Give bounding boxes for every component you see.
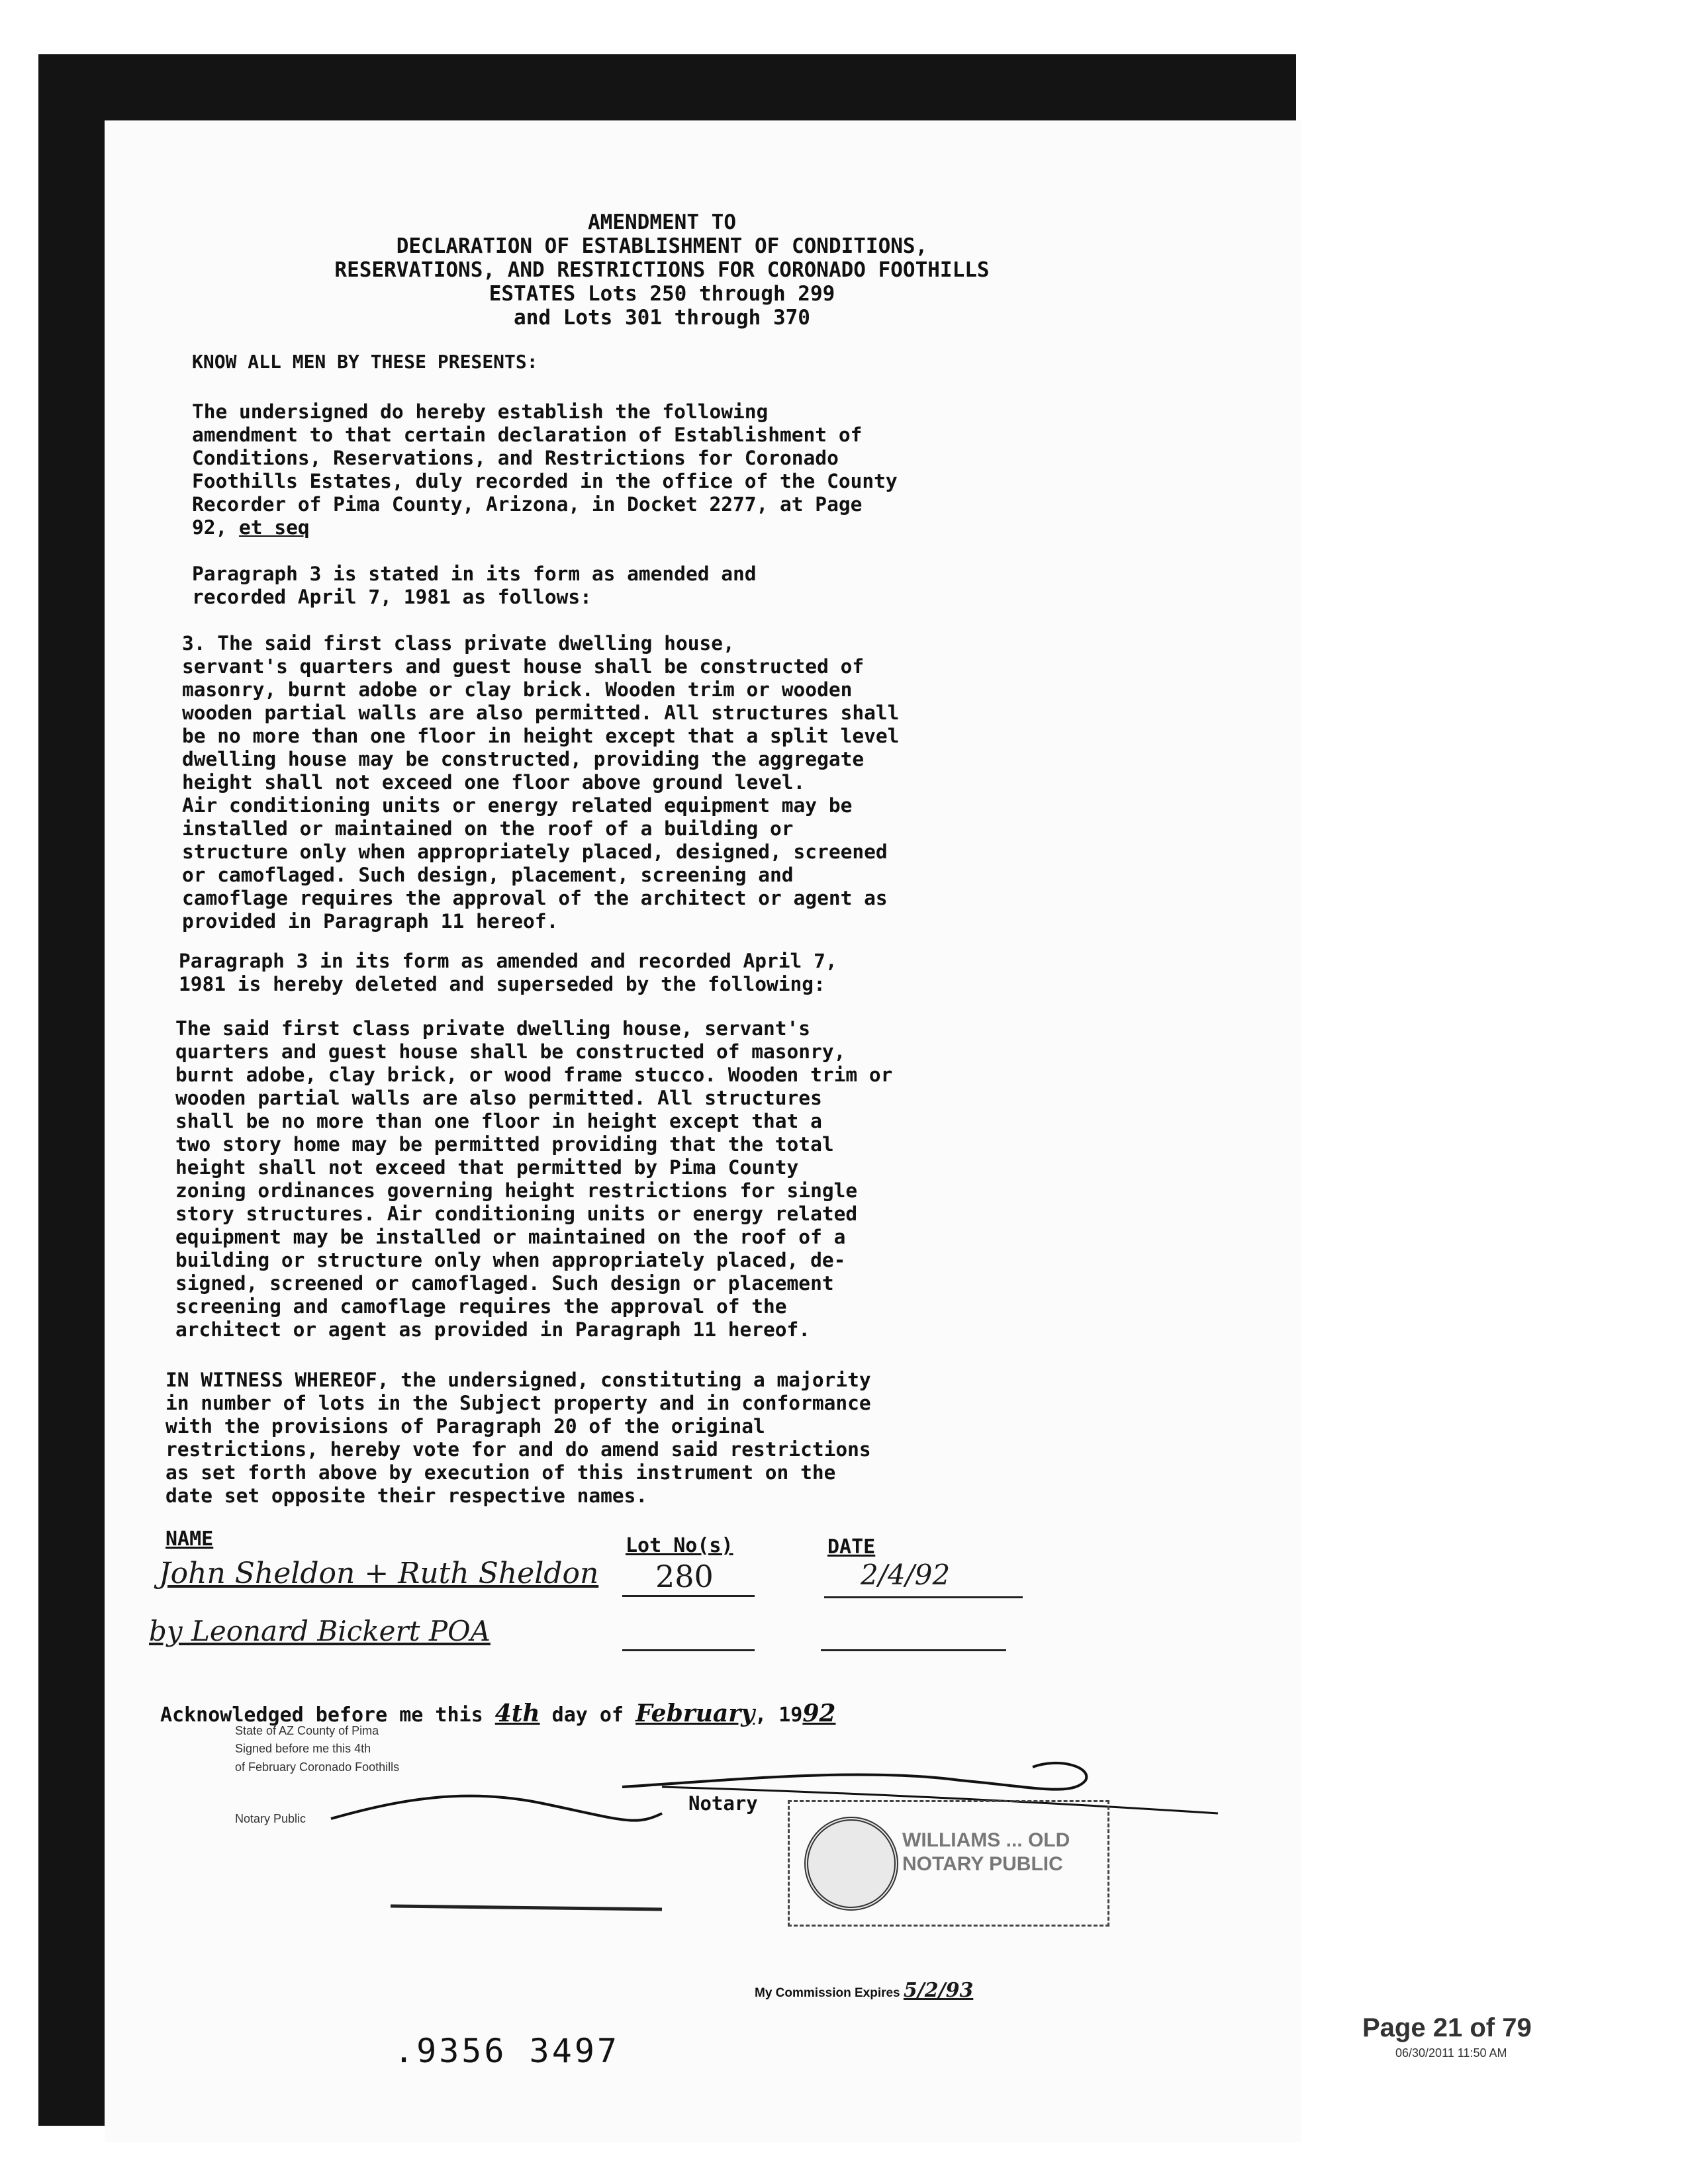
paragraph-deleted: Paragraph 3 in its form as amended and recorded April 7, 1981 is hereby deleted and superseded by the following:: [179, 950, 837, 995]
document-title: AMENDMENT TO DECLARATION OF ESTABLISHMENT OF CONDITIONS, RESERVATIONS, AND RESTRICTIONS FOR CORONADO FOOTHILLS ESTATES Lots 250 through 299 and Lots 301 through 370: [334, 210, 990, 330]
stamp-signed-before: Signed before me this 4th: [235, 1742, 371, 1755]
ack-text: Acknowledged before me this: [160, 1704, 483, 1727]
date-1: 2/4/92: [861, 1559, 951, 1591]
witness-paragraph: IN WITNESS WHEREOF, the undersigned, constituting a majority in number of lots in the Subject property and in conformance with the provisions of Paragraph 20 of the original restrictions, hereby vote for and do amend said restrictions as set forth above by execution of this instrument on the date set opposite their respective names.: [165, 1369, 871, 1507]
ack-month: February: [635, 1700, 755, 1727]
seal-text: WILLIAMS ... OLD NOTARY PUBLIC: [902, 1829, 1070, 1875]
docket-numbers: .9356 3497: [394, 2032, 620, 2070]
salutation: KNOW ALL MEN BY THESE PRESENTS:: [192, 351, 538, 373]
commission-date: 5/2/93: [903, 1979, 974, 2002]
signature-name-1: John Sheldon + Ruth Sheldon: [159, 1557, 599, 1590]
paragraph-stated: Paragraph 3 is stated in its form as amended and recorded April 7, 1981 as follows:: [192, 563, 757, 608]
print-timestamp: 06/30/2011 11:50 AM: [1395, 2046, 1507, 2060]
column-header-name: NAME: [165, 1527, 214, 1551]
page-counter: Page 21 of 79: [1362, 2013, 1532, 2042]
lot-number-1: 280: [655, 1559, 714, 1594]
paragraph-3-original: 3. The said first class private dwelling house, servant's quarters and guest house shall be constructed of masonry, burnt adobe or clay brick. Wooden trim or wooden wooden partial walls are also permitted. All structures shall be no more than one floor in height except that a split level dwelling house may be constructed, providing the aggregate height shall not exceed one floor above ground level. Air conditioning units or energy related equipment may be installed or maintained on the roof of a building or structure only when appropriately placed, designed, screened or camoflaged. Such design, placement, screening and camoflage requires the approval of the architect or agent as provided in Paragraph 11 hereof.: [182, 632, 900, 933]
paragraph-3-new: The said first class private dwelling house, servant's quarters and guest house shall be constructed of masonry, burnt adobe, clay brick, or wood frame stucco. Wooden trim or wooden partial walls are also permitted. All structures shall be no more than one floor in height except that a two story home may be permitted providing that the total height shall not exceed that permitted by Pima County zoning ordinances governing height restrictions for single story structures. Air conditioning units or energy related equipment may be installed or maintained on the roof of a building or structure only when appropriately placed, de- signed, screened or camoflaged. Such design or placement screening and camoflage requires the approval of the architect or agent as provided in Paragraph 11 hereof.: [175, 1017, 893, 1341]
column-header-lot: Lot No(s): [626, 1534, 733, 1557]
seal-emblem-icon: [804, 1817, 898, 1911]
ack-year: 92: [802, 1700, 836, 1727]
commission-label: My Commission Expires: [755, 1986, 900, 2000]
signature-name-2: by Leonard Bickert POA: [149, 1615, 491, 1647]
commission-expires: [755, 1979, 973, 2002]
intro-text: The undersigned do hereby establish the following amendment to that certain declaration of Establishment of Conditions, Reservations, and Restrictions for Coronado Foothills Estates, duly recorded in the office of the County Recorder of Pima County, Arizona, in Docket 2277, at Page 92,: [192, 400, 898, 539]
stamp-state-county: State of AZ County of Pima: [235, 1724, 379, 1737]
stamp-of-month: of February Coronado Foothills: [235, 1760, 400, 1774]
ack-day-of: day of: [551, 1704, 624, 1727]
notary-seal: [788, 1800, 1109, 1927]
ack-year-prefix: , 19: [755, 1704, 803, 1727]
ack-day: 4th: [494, 1700, 540, 1727]
stamp-notary-public: Notary Public: [235, 1812, 306, 1825]
et-seq: et seq: [239, 516, 310, 539]
notary-label: Notary: [688, 1792, 758, 1815]
column-header-date: DATE: [827, 1535, 876, 1559]
